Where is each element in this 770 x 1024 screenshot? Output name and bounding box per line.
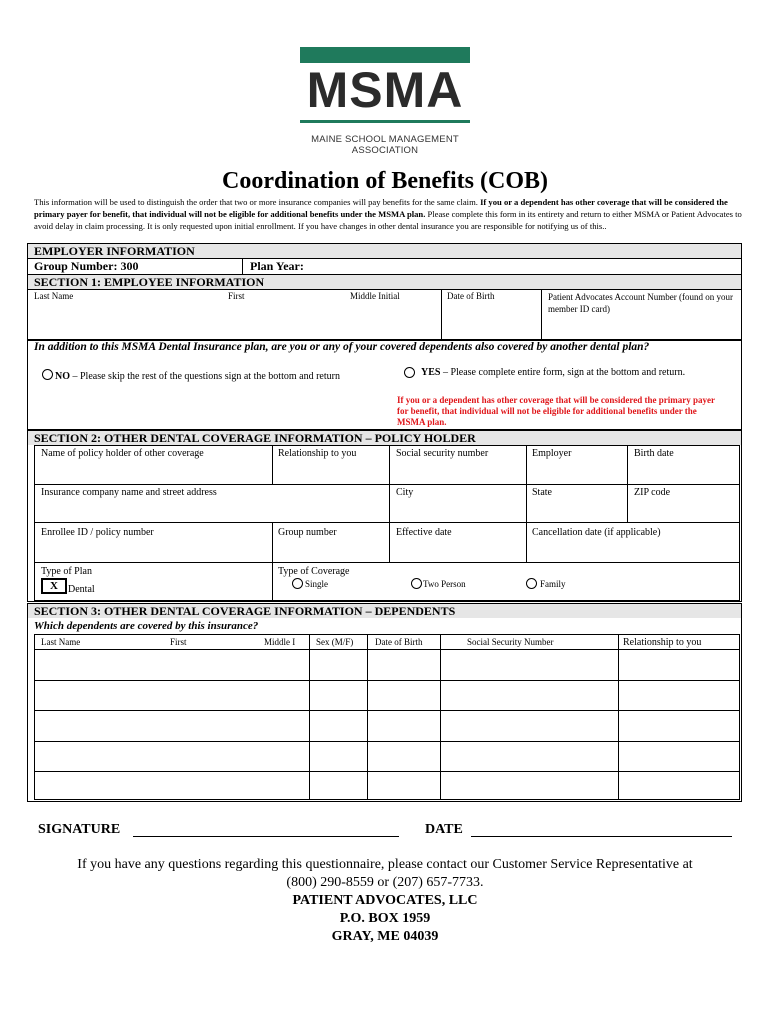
yes-option[interactable] xyxy=(421,367,685,378)
divider xyxy=(28,289,741,290)
two-person-label: Two Person xyxy=(423,579,466,589)
divider xyxy=(389,445,390,562)
section2-header: SECTION 2: OTHER DENTAL COVERAGE INFORMATION – POLICY HOLDER xyxy=(28,431,741,445)
insurance-company-field[interactable]: Insurance company name and street address xyxy=(41,487,217,498)
col-dob: Date of Birth xyxy=(375,637,423,647)
employer-header: EMPLOYER INFORMATION xyxy=(28,244,741,258)
divider xyxy=(627,445,628,522)
divider xyxy=(34,680,740,681)
divider xyxy=(309,634,310,800)
city-field[interactable]: City xyxy=(396,487,414,498)
yes-radio[interactable] xyxy=(404,367,415,378)
section3-header: SECTION 3: OTHER DENTAL COVERAGE INFORMATION – DEPENDENTS xyxy=(28,604,741,618)
col-sex: Sex (M/F) xyxy=(316,637,354,647)
col-first: First xyxy=(170,637,187,647)
dental-label: Dental xyxy=(68,584,95,595)
cancellation-date-field[interactable]: Cancellation date (if applicable) xyxy=(532,527,661,538)
family-radio[interactable] xyxy=(526,578,537,589)
family-label: Family xyxy=(540,579,566,589)
date-line[interactable] xyxy=(471,836,732,837)
divider xyxy=(272,522,273,601)
col-middle: Middle I xyxy=(264,637,296,647)
divider xyxy=(34,522,740,523)
logo-subtitle: MAINE SCHOOL MANAGEMENT ASSOCIATION xyxy=(311,134,459,156)
ssn-field[interactable]: Social security number xyxy=(396,448,489,459)
intro-text: This information will be used to distinguish the order that two or more insurance companies will pay benefits for the same claim. xyxy=(34,197,481,207)
intro-paragraph xyxy=(34,196,744,232)
po-box: P.O. BOX 1959 xyxy=(339,911,431,926)
enrollee-id-field[interactable]: Enrollee ID / policy number xyxy=(41,527,154,538)
birth-date-field[interactable]: Birth date xyxy=(634,448,674,459)
middle-initial-field-label[interactable]: Middle Initial xyxy=(350,291,400,301)
signature-label: SIGNATURE xyxy=(38,822,121,837)
col-ssn: Social Security Number xyxy=(467,637,554,647)
divider xyxy=(34,649,740,650)
logo-bar xyxy=(300,47,470,63)
contact-phone: (800) 290-8559 or (207) 657-7733. xyxy=(286,875,484,890)
employer-field[interactable]: Employer xyxy=(532,448,572,459)
divider xyxy=(34,741,740,742)
col-relationship: Relationship to you xyxy=(623,637,702,648)
city-state: GRAY, ME 04039 xyxy=(331,929,439,944)
type-of-coverage-label: Type of Coverage xyxy=(278,566,350,577)
intro-text-2: Please complete this form in its entirety and return to either MSMA or Patient Advocates to avoid delay in claim processing. It is only requested upon initial enrollment. If you have changes in other dental insurance you are responsible for notifying us of this.. xyxy=(34,209,742,231)
divider xyxy=(526,445,527,562)
plan-year-label: Plan Year: xyxy=(250,259,304,273)
effective-date-field[interactable]: Effective date xyxy=(396,527,452,538)
zip-field[interactable]: ZIP code xyxy=(634,487,671,498)
page-title: Coordination of Benefits (COB) xyxy=(222,168,548,194)
no-radio[interactable] xyxy=(42,369,53,380)
coverage-warning: If you or a dependent has other coverage that will be considered the primary payer for benefit, that individual will not be eligible for additional benefits under the MSMA plan. xyxy=(397,395,715,427)
divider xyxy=(34,562,740,563)
dental-checkbox[interactable]: X xyxy=(41,578,67,594)
divider xyxy=(34,771,740,772)
single-radio[interactable] xyxy=(292,578,303,589)
first-name-field-label[interactable]: First xyxy=(228,291,245,301)
single-label: Single xyxy=(305,579,329,589)
divider xyxy=(367,634,368,800)
divider xyxy=(618,634,619,800)
contact-text: If you have any questions regarding this questionnaire, please contact our Customer Service Representative at xyxy=(77,857,693,872)
company-name: PATIENT ADVOCATES, LLC xyxy=(292,893,478,908)
two-person-radio[interactable] xyxy=(411,578,422,589)
intro-warning: If you or a dependent has other coverage that will be considered the primary payer for benefit, that individual will not be eligible for additional benefits under the MSMA plan. xyxy=(34,197,728,219)
date-label: DATE xyxy=(425,822,463,837)
divider xyxy=(272,445,273,484)
question-text: In addition to this MSMA Dental Insurance plan, are you or any of your covered dependents also covered by another dental plan? xyxy=(34,341,650,353)
logo: MSMA xyxy=(306,62,464,118)
section3-subheader: Which dependents are covered by this insurance? xyxy=(34,620,259,632)
section2-grid xyxy=(34,445,740,601)
group-number-label: Group Number: 300 xyxy=(34,259,139,273)
group-number-field[interactable]: Group number xyxy=(278,527,337,538)
divider xyxy=(242,258,243,274)
relationship-field[interactable]: Relationship to you xyxy=(278,448,357,459)
divider xyxy=(440,634,441,800)
account-number-field-label[interactable]: Patient Advocates Account Number (found on your member ID card) xyxy=(548,292,733,314)
type-of-plan-label: Type of Plan xyxy=(41,566,92,577)
last-name-field-label[interactable]: Last Name xyxy=(34,291,74,301)
logo-rule xyxy=(300,120,470,123)
divider xyxy=(541,289,542,340)
dob-field-label[interactable]: Date of Birth xyxy=(447,291,495,301)
signature-line[interactable] xyxy=(133,836,399,837)
col-last-name: Last Name xyxy=(41,637,81,647)
dependents-table xyxy=(34,634,740,800)
divider xyxy=(441,289,442,340)
section1-header: SECTION 1: EMPLOYEE INFORMATION xyxy=(28,275,741,289)
no-label: NO xyxy=(55,371,70,382)
divider xyxy=(34,484,740,485)
no-text: – Please skip the rest of the questions sign at the bottom and return xyxy=(70,371,340,382)
no-option[interactable] xyxy=(55,371,340,382)
yes-label: YES xyxy=(421,367,441,378)
yes-text: – Please complete entire form, sign at the bottom and return. xyxy=(440,367,686,378)
state-field[interactable]: State xyxy=(532,487,552,498)
policy-holder-field[interactable]: Name of policy holder of other coverage xyxy=(41,448,204,459)
divider xyxy=(34,710,740,711)
